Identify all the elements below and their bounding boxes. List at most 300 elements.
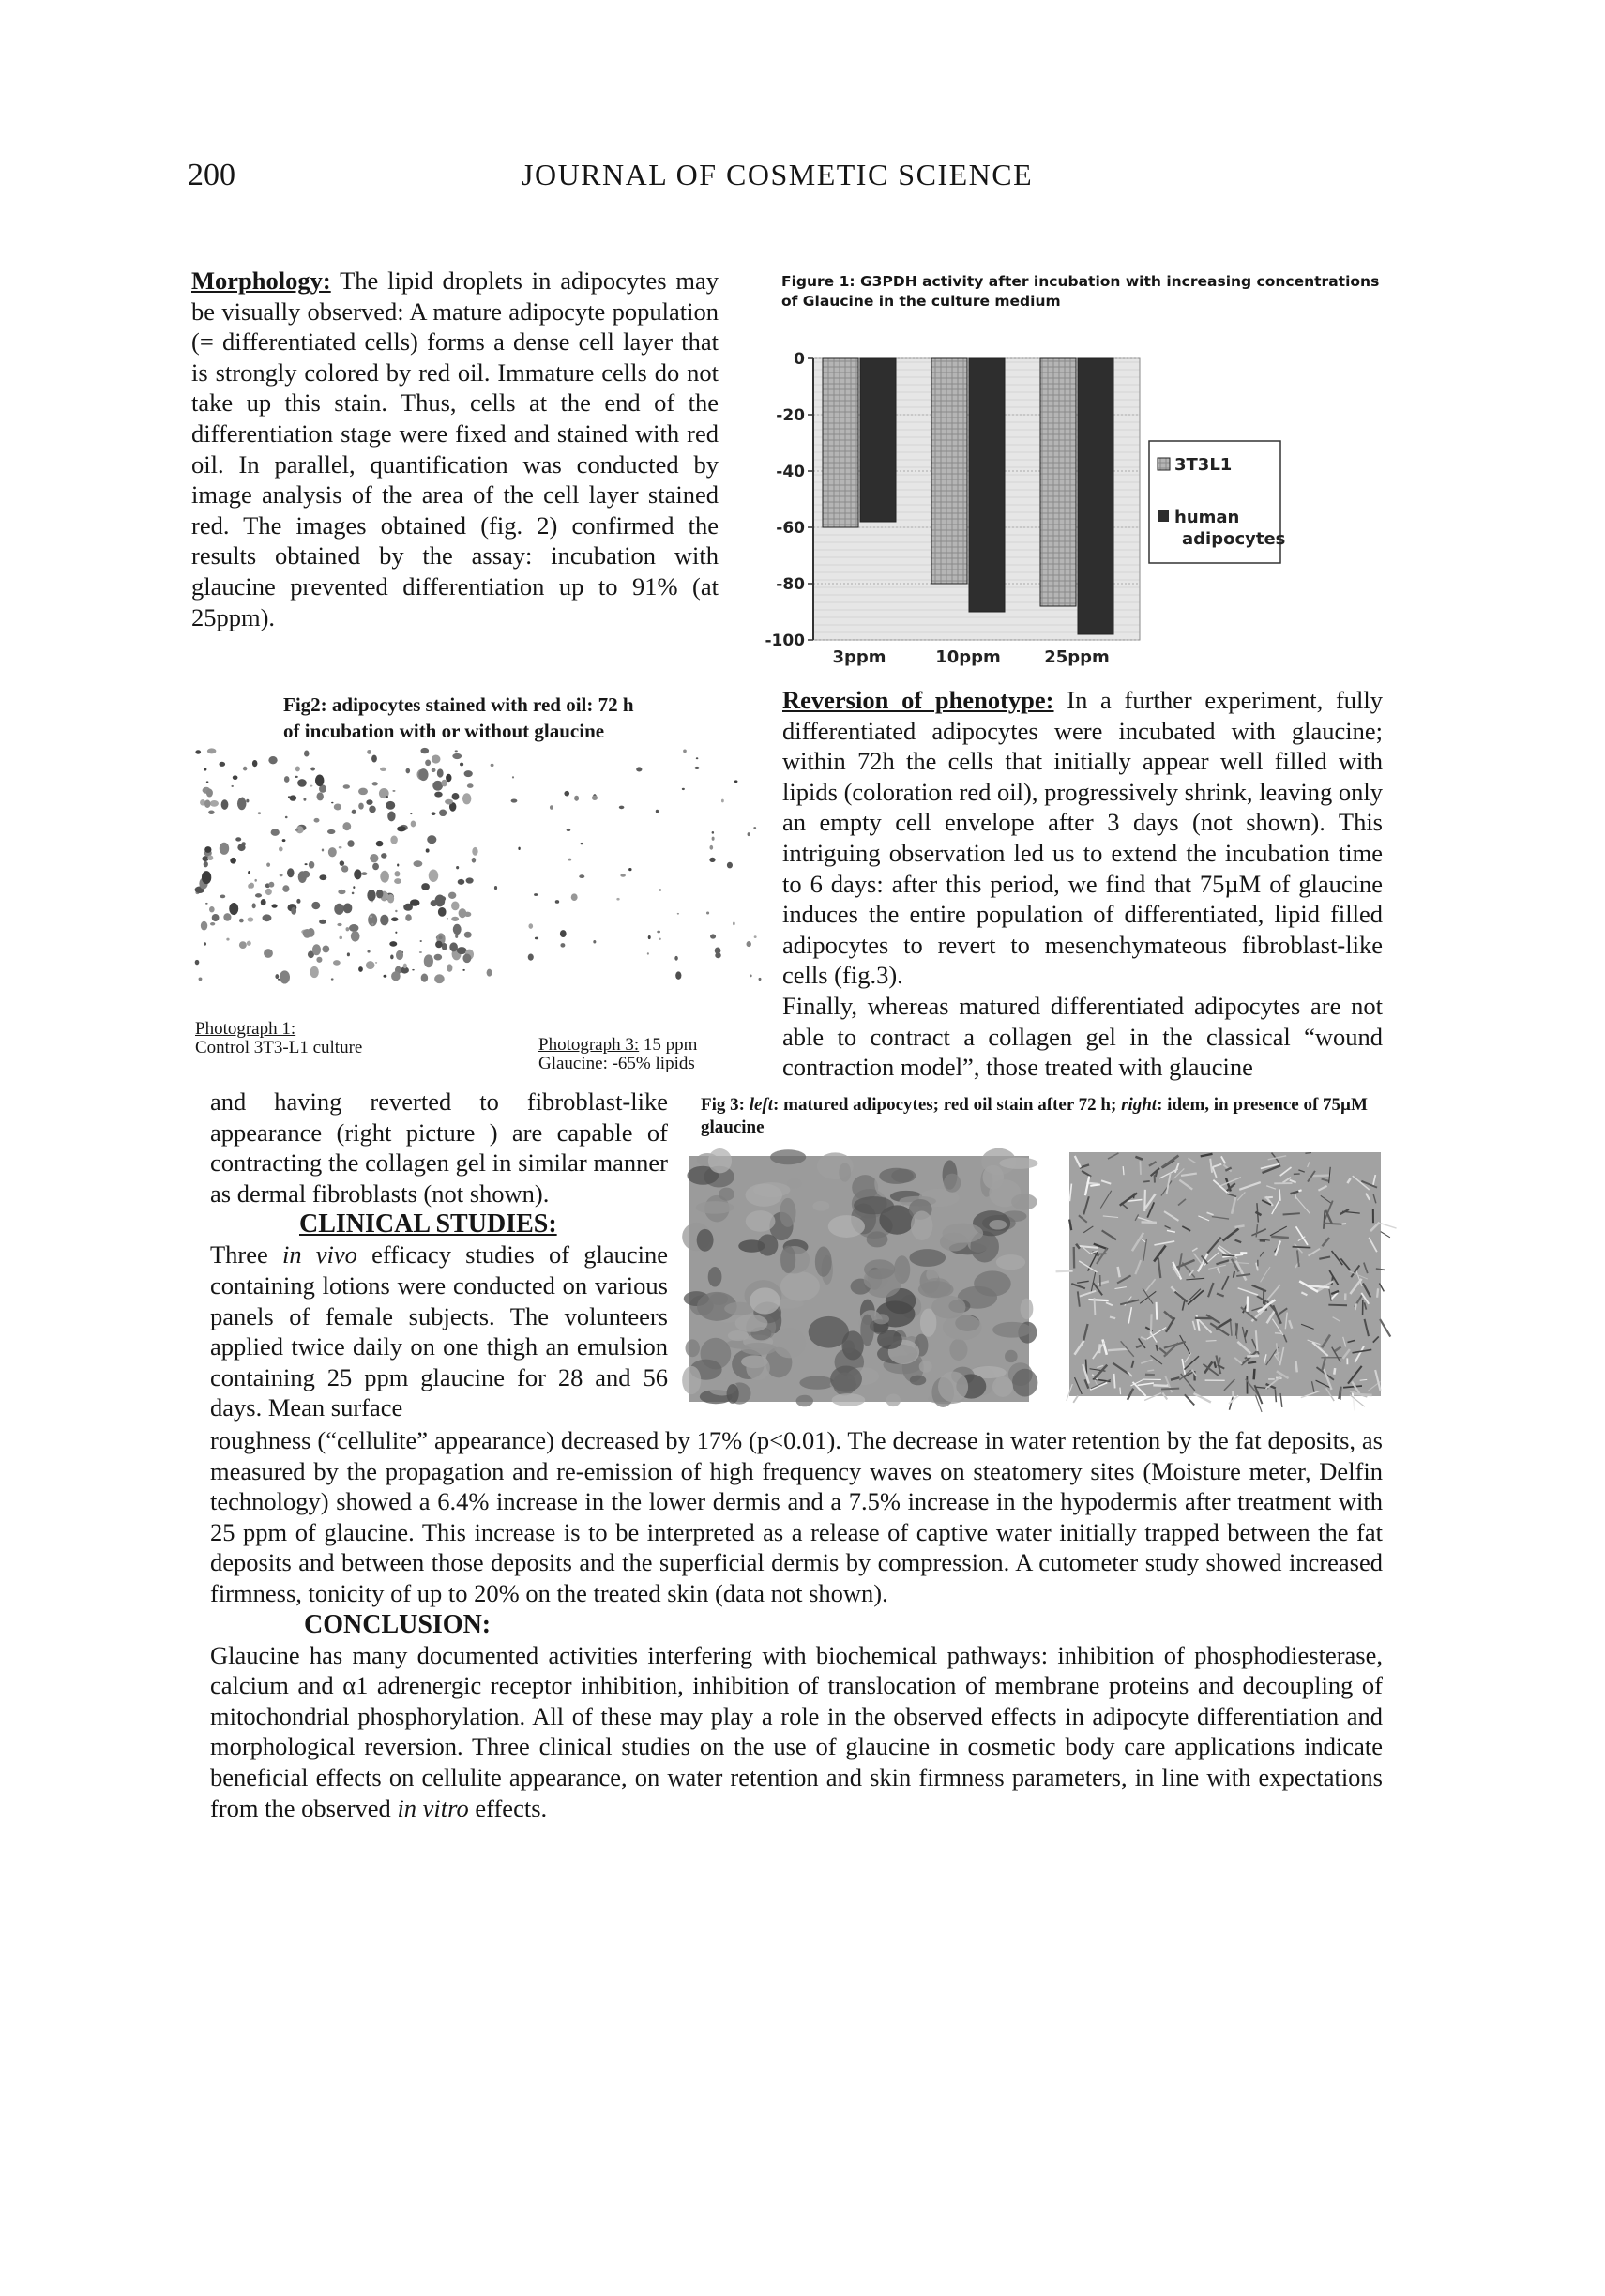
fiber-line bbox=[1247, 1356, 1259, 1357]
stain-dot bbox=[659, 938, 660, 940]
clinical-part2: roughness (“cellulite” appearance) decreased by 17% (p<0.01). The decrease in water retention by the fat deposits, as measured by the propagation and re-emission of high frequency waves on steatomery sites (Moisture meter, Delfin technology) showed a 6.4% increase in the lower dermis and a 7.5% increase in the hypodermis after treatment with 25 ppm of glaucine. This increase is to be interpreted as a release of captive water initially trapped between the fat deposits and between those deposits and the superficial dermis by compression. A cutometer study showed increased firmness, tonicity of up to 20% on the treated skin (data not shown). bbox=[210, 1426, 1383, 1607]
stain-dot bbox=[220, 843, 229, 855]
stain-dot bbox=[512, 776, 514, 778]
stain-dot bbox=[395, 932, 397, 934]
cell-blob bbox=[839, 1163, 851, 1181]
stain-dot bbox=[550, 805, 553, 810]
cell-blob bbox=[992, 1322, 1032, 1338]
bar-human-adipocytes bbox=[1078, 358, 1113, 634]
stain-dot bbox=[696, 757, 699, 759]
figure1-chart bbox=[765, 336, 1295, 667]
stain-dot bbox=[753, 827, 756, 829]
stain-dot bbox=[208, 810, 215, 814]
stain-dot bbox=[455, 935, 458, 938]
photograph1-title: Photograph 1: bbox=[195, 1019, 296, 1039]
stain-dot bbox=[280, 874, 283, 876]
stain-dot bbox=[431, 900, 437, 906]
fiber-line bbox=[1095, 1298, 1096, 1315]
stain-dot bbox=[446, 774, 451, 783]
stain-dot bbox=[712, 831, 714, 834]
stain-dot bbox=[210, 800, 219, 807]
legend-swatch-3t3l1 bbox=[1158, 458, 1170, 470]
stain-dot bbox=[434, 974, 445, 983]
stain-dot bbox=[392, 790, 395, 792]
stain-dot bbox=[414, 860, 423, 867]
conclusion-alpha: α1 bbox=[342, 1671, 369, 1700]
stain-dot bbox=[340, 860, 344, 865]
stain-dot bbox=[564, 791, 569, 797]
fiber-line bbox=[1073, 1395, 1078, 1402]
cell-blob bbox=[686, 1339, 700, 1357]
fiber-line bbox=[1114, 1374, 1115, 1389]
stain-dot bbox=[268, 756, 277, 764]
cell-blob bbox=[746, 1184, 783, 1207]
stain-dot bbox=[298, 871, 307, 883]
stain-dot bbox=[445, 799, 453, 805]
stain-dot bbox=[297, 779, 307, 787]
figure1-caption: Figure 1: G3PDH activity after incubation with increasing concentrations of Glaucine in the culture medium bbox=[781, 273, 1380, 310]
stain-dot bbox=[462, 954, 471, 964]
stain-dot bbox=[647, 952, 649, 954]
legend-swatch-human bbox=[1158, 510, 1169, 522]
stain-dot bbox=[322, 848, 324, 851]
continuation-text: and having reverted to fibroblast-like appearance (right picture ) are capable of contracting the collagen gel in similar manner as dermal fibroblasts (not shown). bbox=[210, 1087, 668, 1208]
stain-dot bbox=[366, 961, 374, 969]
morphology-text: The lipid droplets in adipocytes may be visually observed: A mature adipocyte population (= differentiated cells) forms a dense cell layer that is strongly colored by red oil. Immature cells do not take up this stain. Thus, cells at the end of the differentiation stage were fixed and stained with red oil. In parallel, quantification was conducted by image analysis of the area of the cell layer stained red. The images obtained (fig. 2) confirmed the results obtained by the assay: incubation with glaucine prevented differentiation up to 91% (at 25ppm). bbox=[191, 266, 719, 631]
stain-dot bbox=[712, 837, 715, 841]
stain-dot bbox=[252, 903, 256, 908]
stain-dot bbox=[397, 826, 406, 831]
stain-dot bbox=[420, 940, 422, 942]
stain-dot bbox=[391, 917, 398, 921]
photograph3-desc: Glaucine: -65% lipids bbox=[538, 1054, 695, 1073]
stain-dot bbox=[437, 768, 444, 777]
fiber-line bbox=[1123, 1166, 1124, 1175]
stain-dot bbox=[387, 811, 395, 821]
stain-dot bbox=[657, 931, 660, 934]
stain-dot bbox=[494, 886, 497, 890]
stain-dot bbox=[466, 877, 474, 883]
cell-blob bbox=[746, 1210, 776, 1232]
stain-dot bbox=[459, 908, 467, 918]
reversion-paragraph-2 bbox=[782, 991, 1383, 1083]
stain-dot bbox=[264, 949, 273, 958]
fiber-line bbox=[1255, 1395, 1262, 1412]
stain-dot bbox=[432, 812, 436, 815]
stain-dot bbox=[201, 921, 207, 931]
stain-dot bbox=[442, 943, 447, 950]
x-tick-label: 10ppm bbox=[935, 647, 1001, 667]
stain-dot bbox=[295, 776, 298, 778]
cell-blob bbox=[727, 1384, 739, 1404]
cell-blob bbox=[943, 1224, 984, 1243]
cell-blob bbox=[949, 1339, 967, 1361]
stain-dot bbox=[342, 822, 351, 830]
photograph1-caption bbox=[195, 1020, 495, 1057]
legend-label-adipocytes: adipocytes bbox=[1182, 529, 1286, 549]
stain-dot bbox=[262, 914, 271, 921]
stain-dot bbox=[439, 935, 443, 939]
stain-dot bbox=[383, 975, 386, 978]
y-tick-label: -60 bbox=[776, 519, 805, 538]
stain-dot bbox=[592, 795, 598, 800]
cell-blob bbox=[812, 1201, 829, 1211]
figure2-caption-line2: of incubation with or without glaucine bbox=[283, 720, 605, 742]
stain-dot bbox=[271, 829, 280, 836]
y-tick-label: -20 bbox=[776, 406, 805, 425]
photograph3-title: Photograph 3: bbox=[538, 1035, 640, 1055]
stain-dot bbox=[381, 853, 386, 859]
stain-dot bbox=[472, 858, 476, 863]
conclusion-text-b: adrenergic receptor inhibition, inhibition of translocation of membrane proteins and decoupling of mitochondrial phosphorylation. All of these may play a role in the observed effects in adipocyte differentiation and morphological reversion. Three clinical studies on the use of glaucine in cosmetic body care applications indicate beneficial effects on cellulite appearance, on water retention and skin firmness parameters, in line with expectations from the observed bbox=[210, 1671, 1383, 1822]
reversion-paragraph bbox=[782, 685, 1383, 991]
stain-dot bbox=[456, 866, 459, 869]
stain-dot bbox=[289, 795, 296, 800]
y-tick-label: -40 bbox=[776, 463, 805, 481]
stain-dot bbox=[195, 960, 200, 965]
figure2-caption-line1: Fig2: adipocytes stained with red oil: 72 h bbox=[283, 693, 634, 716]
clinical-part1-em: in vivo bbox=[281, 1240, 357, 1270]
stain-dot bbox=[247, 941, 251, 946]
legend-label-3t3l1: 3T3L1 bbox=[1174, 455, 1233, 475]
cell-blob bbox=[1011, 1194, 1037, 1210]
stain-dot bbox=[528, 954, 534, 961]
full-width-section bbox=[210, 1425, 1383, 1823]
fiber-line bbox=[1206, 1341, 1217, 1342]
stain-dot bbox=[303, 929, 311, 938]
stain-dot bbox=[237, 844, 245, 851]
stain-dot bbox=[619, 806, 625, 810]
stain-dot bbox=[367, 890, 375, 901]
fiber-line bbox=[1254, 1369, 1255, 1380]
stain-dot bbox=[319, 874, 326, 880]
stain-dot bbox=[560, 943, 565, 948]
stain-dot bbox=[424, 954, 433, 967]
cell-blob bbox=[746, 1356, 769, 1380]
stain-dot bbox=[464, 932, 472, 938]
stain-dot bbox=[429, 870, 438, 882]
cell-blob bbox=[770, 1149, 806, 1164]
cell-blob bbox=[780, 1198, 795, 1227]
fiber-line bbox=[1381, 1224, 1397, 1228]
stain-dot bbox=[312, 944, 321, 955]
y-tick-label: 0 bbox=[794, 350, 805, 369]
cell-blob bbox=[682, 1366, 701, 1394]
stain-dot bbox=[528, 923, 533, 929]
stain-dot bbox=[394, 871, 400, 876]
stain-dot bbox=[451, 901, 460, 910]
cell-blob bbox=[910, 1376, 927, 1386]
stain-dot bbox=[370, 916, 372, 919]
stain-dot bbox=[303, 798, 306, 801]
fiber-line bbox=[1305, 1153, 1311, 1154]
stain-dot bbox=[352, 892, 355, 895]
stain-dot bbox=[204, 846, 211, 853]
fiber-line bbox=[1334, 1368, 1335, 1375]
stain-dot bbox=[534, 893, 538, 896]
stain-dot bbox=[425, 759, 431, 766]
stain-dot bbox=[265, 889, 272, 895]
stain-dot bbox=[278, 979, 280, 981]
stain-dot bbox=[204, 768, 206, 771]
stain-dot bbox=[593, 940, 596, 944]
clinical-heading: CLINICAL STUDIES: bbox=[299, 1209, 557, 1239]
stain-dot bbox=[331, 978, 334, 980]
stain-dot bbox=[202, 871, 211, 884]
stain-dot bbox=[239, 919, 244, 923]
stain-dot bbox=[210, 922, 215, 926]
stain-dot bbox=[432, 768, 436, 772]
stain-dot bbox=[331, 802, 333, 804]
photograph1-image bbox=[197, 751, 478, 981]
cell-blob bbox=[999, 1158, 1037, 1169]
fiber-line bbox=[1120, 1388, 1121, 1395]
stain-dot bbox=[487, 969, 492, 977]
stain-dot bbox=[571, 893, 578, 901]
stain-dot bbox=[337, 923, 341, 926]
cell-blob bbox=[719, 1188, 734, 1201]
stain-dot bbox=[310, 966, 318, 978]
stain-dot bbox=[349, 924, 359, 932]
cell-blob bbox=[877, 1330, 902, 1348]
stain-dot bbox=[328, 847, 337, 857]
stain-dot bbox=[255, 893, 262, 897]
cell-blob bbox=[996, 1254, 1025, 1270]
cell-blob bbox=[796, 1395, 813, 1407]
stain-dot bbox=[421, 883, 430, 890]
stain-dot bbox=[375, 962, 377, 964]
stain-dot bbox=[748, 832, 750, 836]
bar-human-adipocytes bbox=[969, 358, 1005, 612]
stain-dot bbox=[747, 941, 751, 947]
fiber-line bbox=[1161, 1389, 1179, 1390]
fiber-line bbox=[1248, 1362, 1256, 1363]
morphology-heading: Morphology: bbox=[191, 266, 331, 295]
cell-blob bbox=[989, 1220, 1007, 1230]
stain-dot bbox=[352, 810, 356, 814]
stain-dot bbox=[371, 901, 373, 903]
stain-dot bbox=[467, 783, 474, 788]
stain-dot bbox=[309, 861, 314, 869]
fiber-line bbox=[1293, 1247, 1311, 1248]
stain-dot bbox=[410, 899, 420, 905]
stain-dot bbox=[759, 978, 762, 981]
stain-dot bbox=[239, 941, 247, 949]
stain-dot bbox=[421, 974, 428, 982]
stain-dot bbox=[351, 931, 360, 942]
journal-title: JOURNAL OF COSMETIC SCIENCE bbox=[522, 158, 1034, 191]
stain-dot bbox=[282, 839, 286, 842]
stain-dot bbox=[386, 796, 388, 798]
stain-dot bbox=[451, 917, 459, 921]
stain-dot bbox=[372, 782, 378, 785]
stain-dot bbox=[733, 922, 735, 926]
stain-dot bbox=[439, 810, 447, 816]
fiber-line bbox=[1380, 1319, 1390, 1337]
stain-dot bbox=[734, 780, 738, 783]
stain-dot bbox=[434, 954, 443, 961]
fiber-line bbox=[1108, 1349, 1128, 1350]
cell-blob bbox=[841, 1330, 863, 1360]
stain-dot bbox=[721, 799, 724, 803]
stain-dot bbox=[411, 820, 416, 827]
stain-dot bbox=[316, 957, 322, 963]
stain-dot bbox=[555, 900, 559, 904]
reversion-text: In a further experiment, fully differentiated adipocytes were incubated with glaucine; within 72h the cells that initially appear well filled with lipids (coloration red oil), progressively shrink, leaving only an empty cell envelope after 3 days (not shown). This intriguing observation led us to extend the incubation time to 6 days: after this period, we find that 75µM of glaucine induces the entire population of differentiated, lipid filled adipocytes to revert to mesenchymateous fibroblast-like cells (fig.3). bbox=[782, 686, 1383, 990]
fiber-line bbox=[1328, 1305, 1347, 1306]
bar-3t3l1 bbox=[823, 358, 858, 527]
stain-dot bbox=[333, 960, 341, 966]
stain-dot bbox=[248, 871, 250, 874]
stain-dot bbox=[620, 874, 626, 877]
cell-blob bbox=[1005, 1350, 1018, 1362]
stain-dot bbox=[386, 801, 395, 810]
continuation-paragraph bbox=[210, 1087, 668, 1209]
cell-blob bbox=[1012, 1369, 1037, 1397]
stain-dot bbox=[369, 806, 376, 813]
fiber-line bbox=[1283, 1213, 1300, 1214]
stain-dot bbox=[447, 964, 452, 972]
stain-dot bbox=[396, 950, 403, 960]
stain-dot bbox=[353, 886, 355, 889]
cell-blob bbox=[815, 1246, 832, 1276]
stain-dot bbox=[235, 837, 241, 841]
cell-blob bbox=[860, 1315, 873, 1346]
stain-dot bbox=[386, 893, 388, 898]
stain-dot bbox=[560, 930, 567, 937]
stain-dot bbox=[453, 924, 462, 935]
fiber-line bbox=[1143, 1181, 1150, 1182]
stain-dot bbox=[346, 927, 350, 931]
cell-blob bbox=[697, 1229, 714, 1252]
stain-dot bbox=[291, 907, 296, 915]
fiber-line bbox=[1222, 1255, 1234, 1256]
cell-blob bbox=[974, 1270, 1011, 1296]
stain-dot bbox=[706, 911, 709, 914]
stain-dot bbox=[280, 970, 290, 983]
cell-blob bbox=[992, 1376, 1013, 1397]
fiber-line bbox=[1381, 1232, 1390, 1238]
stain-dot bbox=[574, 796, 579, 801]
stain-dot bbox=[452, 753, 462, 759]
stain-dot bbox=[271, 904, 277, 907]
stain-dot bbox=[568, 859, 571, 861]
stain-dot bbox=[418, 768, 428, 781]
stain-dot bbox=[452, 793, 460, 800]
stain-dot bbox=[682, 788, 685, 790]
stain-dot bbox=[310, 785, 313, 787]
cell-blob bbox=[696, 1201, 734, 1214]
cell-blob bbox=[750, 1287, 780, 1314]
stain-dot bbox=[282, 885, 289, 892]
stain-dot bbox=[715, 947, 721, 953]
stain-dot bbox=[390, 955, 394, 960]
stain-dot bbox=[472, 847, 477, 856]
fiber-line bbox=[1110, 1317, 1115, 1319]
cell-blob bbox=[931, 1296, 965, 1319]
reversion-text-2: Finally, whereas matured differentiated adipocytes are not able to contract a collagen gel in the classical “wound contraction model”, those treated with glaucine bbox=[782, 991, 1383, 1082]
stain-dot bbox=[380, 871, 389, 883]
cell-blob bbox=[1021, 1299, 1034, 1319]
stain-dot bbox=[659, 889, 661, 891]
photograph1-desc: Control 3T3-L1 culture bbox=[195, 1038, 363, 1057]
stain-dot bbox=[315, 775, 324, 787]
cell-blob bbox=[832, 1393, 866, 1406]
stain-dot bbox=[390, 835, 398, 844]
clinical-paragraph-2 bbox=[210, 1425, 1383, 1609]
stain-dot bbox=[709, 858, 715, 862]
stain-dot bbox=[406, 768, 411, 774]
stain-dot bbox=[367, 950, 370, 953]
photograph3-caption bbox=[538, 1036, 782, 1073]
stain-dot bbox=[266, 863, 270, 867]
stain-dot bbox=[338, 890, 345, 894]
stain-dot bbox=[347, 952, 350, 956]
stain-dot bbox=[403, 964, 407, 969]
stain-dot bbox=[287, 868, 295, 877]
stain-dot bbox=[410, 813, 412, 814]
stain-dot bbox=[252, 760, 258, 767]
stain-dot bbox=[243, 767, 247, 771]
fiber-line bbox=[1279, 1189, 1280, 1200]
cell-blob bbox=[741, 1343, 777, 1355]
stain-dot bbox=[683, 750, 687, 753]
stain-dot bbox=[339, 936, 342, 940]
stain-dot bbox=[710, 934, 716, 938]
stain-dot bbox=[677, 913, 679, 915]
stain-dot bbox=[209, 906, 215, 912]
stain-dot bbox=[310, 767, 315, 770]
photograph3-image bbox=[488, 751, 760, 981]
conclusion-text-em: in vitro bbox=[397, 1793, 469, 1822]
fiber-line bbox=[1355, 1303, 1356, 1310]
clinical-part1-b: efficacy studies of glaucine containing lotions were conducted on various panels of female subjects. The volunteers applied twice daily on one thigh an emulsion containing 25 ppm glaucine for 28 and 56 days. Mean surface bbox=[210, 1240, 668, 1422]
stain-dot bbox=[258, 812, 261, 814]
fiber-line bbox=[1147, 1370, 1154, 1371]
stain-dot bbox=[279, 847, 283, 852]
stain-dot bbox=[419, 951, 422, 953]
cell-blob bbox=[918, 1281, 954, 1298]
stain-dot bbox=[458, 879, 465, 885]
stain-dot bbox=[199, 978, 203, 981]
cell-blob bbox=[833, 1373, 856, 1396]
cell-blob bbox=[854, 1196, 894, 1214]
stain-dot bbox=[616, 898, 619, 901]
stain-dot bbox=[491, 764, 494, 767]
stain-dot bbox=[341, 865, 348, 872]
stain-dot bbox=[202, 856, 208, 861]
stain-dot bbox=[334, 803, 341, 810]
stain-dot bbox=[434, 792, 442, 798]
fiber-line bbox=[1234, 1225, 1244, 1227]
cell-blob bbox=[852, 1175, 878, 1200]
stain-dot bbox=[420, 748, 429, 753]
stain-dot bbox=[226, 938, 229, 941]
figure3-caption-a: : matured adipocytes; red oil stain after 72 h; bbox=[773, 1095, 1122, 1115]
stain-dot bbox=[366, 799, 372, 805]
figure3-caption-b: : idem, in presence of 75µM glaucine bbox=[701, 1095, 1368, 1137]
stain-dot bbox=[397, 864, 399, 867]
figure3-caption-right: right bbox=[1121, 1095, 1158, 1115]
stain-dot bbox=[204, 861, 208, 867]
stain-dot bbox=[427, 835, 436, 844]
stain-dot bbox=[511, 799, 518, 803]
stain-dot bbox=[372, 863, 379, 871]
stain-dot bbox=[376, 841, 384, 846]
stain-dot bbox=[750, 975, 752, 978]
stain-dot bbox=[295, 766, 300, 771]
conclusion-text-a: Glaucine has many documented activities interfering with biochemical pathways: inhibition of phosphodiesterase, calcium and bbox=[210, 1640, 1383, 1700]
